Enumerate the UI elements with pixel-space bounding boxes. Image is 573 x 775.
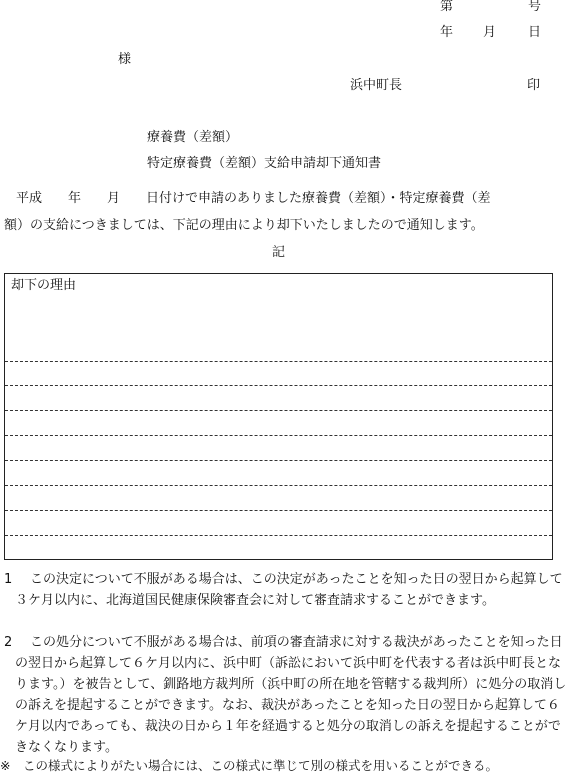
- reason-line: [5, 435, 552, 436]
- reason-line: [5, 385, 552, 386]
- issuer-name: 浜中町長: [350, 78, 403, 93]
- note-number: 2: [4, 635, 13, 650]
- title-line-1: 療養費（差額）: [147, 130, 239, 145]
- note-text: この処分について不服がある場合は、前項の審査請求に対する裁決があったことを知った日の翌日から起算して６ケ月以内に、浜中町（訴訟において浜中町を代表する者は浜中町長となります。）を被告として、釧路地方裁判所（浜中町の所在地を管轄する裁判所）に処分の取消しの訴えを提起することができます。なお、裁決があったことを知った日の翌日から起算して６ケ月以内であっても、裁決の日から１年を経過すると処分の取消しの訴えを提起することができなくなります。: [15, 635, 567, 755]
- reason-line: [5, 485, 552, 486]
- reason-label: 却下の理由: [11, 278, 77, 293]
- label-go: 号: [528, 0, 542, 14]
- reason-line: [5, 410, 552, 411]
- label-sama: 様: [118, 52, 132, 67]
- body-line-1: 平成 年 月 日付けで申請のありました療養費（差額）・特定療養費（差: [16, 191, 491, 206]
- seal-mark: 印: [527, 78, 541, 93]
- reason-line: [5, 361, 552, 362]
- ki-label: 記: [272, 245, 286, 260]
- reason-line: [5, 535, 552, 536]
- label-dai: 第: [440, 0, 454, 14]
- reason-box: [4, 273, 553, 560]
- footnote: ※ この様式によりがたい場合には、この様式に準じて別の様式を用いることができる。: [0, 758, 498, 773]
- note-text: この決定について不服がある場合は、この決定があったことを知った日の翌日から起算して３ケ月以内に、北海道国民健康保険審査会に対して審査請求することができます。: [15, 572, 563, 608]
- label-day: 日: [528, 25, 542, 40]
- title-line-2: 特定療養費（差額）支給申請却下通知書: [147, 156, 382, 171]
- label-year: 年: [440, 25, 454, 40]
- reason-line: [5, 510, 552, 511]
- reason-line: [5, 460, 552, 461]
- body-line-2: 額）の支給につきましては、下記の理由により却下いたしましたので通知します。: [4, 218, 484, 233]
- note-number: 1: [4, 572, 13, 587]
- label-month: 月: [483, 25, 497, 40]
